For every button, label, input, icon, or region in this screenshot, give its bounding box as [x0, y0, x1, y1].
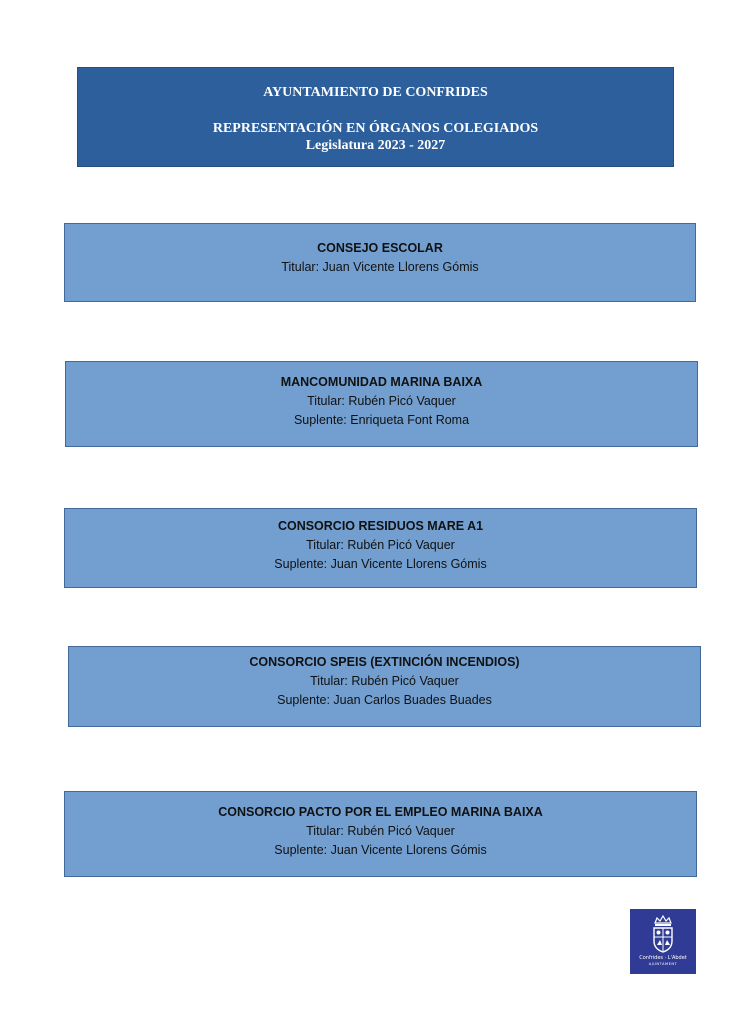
- organ-title: CONSEJO ESCOLAR: [317, 241, 443, 255]
- organ-suplente: Suplente: Juan Vicente Llorens Gómis: [274, 557, 487, 571]
- organ-titular: Titular: Rubén Picó Vaquer: [310, 674, 459, 688]
- organ-suplente: Suplente: Juan Vicente Llorens Gómis: [274, 843, 487, 857]
- legislature-period: Legislatura 2023 - 2027: [305, 138, 446, 153]
- municipality-logo: [630, 909, 696, 974]
- organ-titular: Titular: Rubén Picó Vaquer: [306, 824, 455, 838]
- organ-titular: Titular: Juan Vicente Llorens Gómis: [281, 260, 479, 274]
- organ-titular: Titular: Rubén Picó Vaquer: [306, 538, 455, 552]
- organ-box-residuos: [64, 508, 697, 588]
- organ-title: MANCOMUNIDAD MARINA BAIXA: [280, 375, 483, 389]
- organ-title: CONSORCIO PACTO POR EL EMPLEO MARINA BAIXA: [218, 805, 543, 819]
- organ-box-consejo-escolar: [64, 223, 696, 302]
- organ-box-mancomunidad: [65, 361, 698, 447]
- organ-suplente: Suplente: Juan Carlos Buades Buades: [277, 693, 492, 707]
- organ-box-speis: [68, 646, 701, 727]
- organ-title: CONSORCIO SPEIS (EXTINCIÓN INCENDIOS): [249, 655, 520, 669]
- organ-suplente: Suplente: Enriqueta Font Roma: [293, 413, 470, 427]
- coat-of-arms-icon: [650, 915, 676, 953]
- document-header: [77, 67, 674, 167]
- document-title: REPRESENTACIÓN EN ÓRGANOS COLEGIADOS: [212, 121, 539, 136]
- municipality-title: AYUNTAMIENTO DE CONFRIDES: [263, 85, 488, 100]
- logo-name: Confrides · L'Abdet: [639, 955, 687, 961]
- organ-title: CONSORCIO RESIDUOS MARE A1: [277, 519, 484, 533]
- logo-subtitle: AJUNTAMENT: [648, 962, 678, 966]
- organ-titular: Titular: Rubén Picó Vaquer: [307, 394, 456, 408]
- organ-box-pacto-empleo: [64, 791, 697, 877]
